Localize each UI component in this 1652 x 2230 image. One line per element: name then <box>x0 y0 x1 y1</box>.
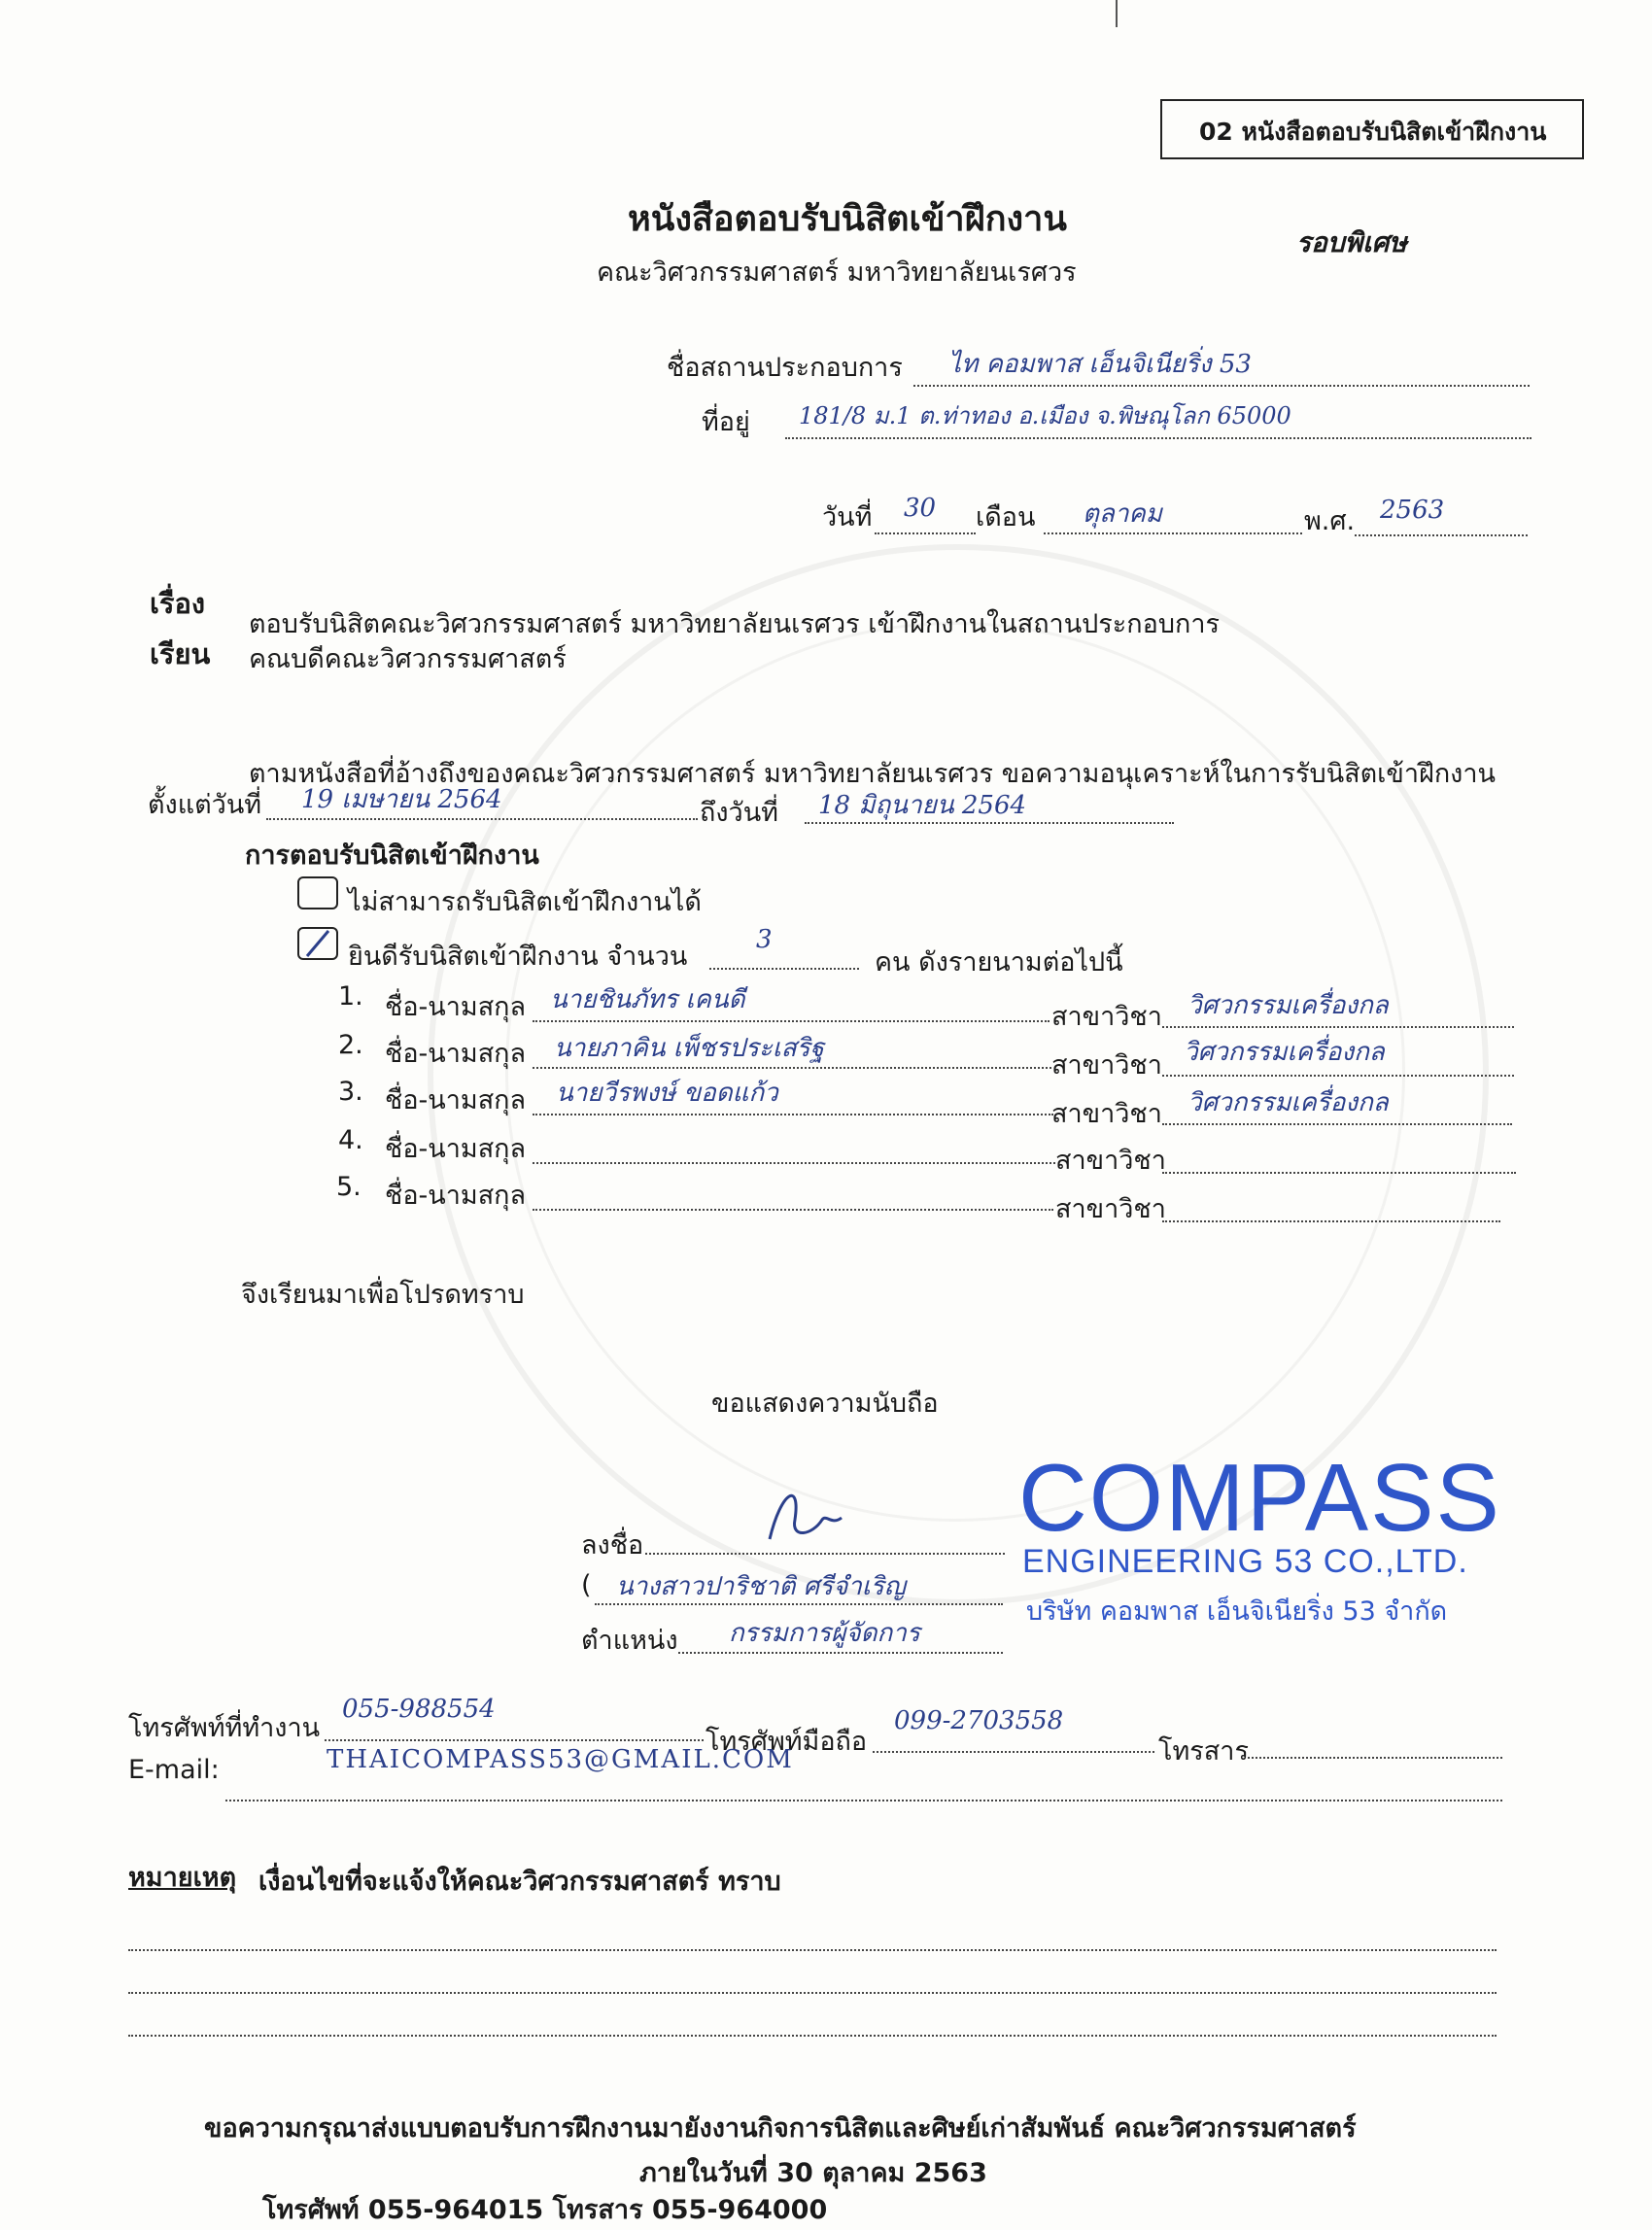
student-major-label: สาขาวิชา <box>1055 1146 1166 1176</box>
scan-edge-line <box>1116 0 1118 27</box>
remark-line-1 <box>128 1949 1497 1951</box>
company-stamp-english: ENGINEERING 53 CO.,LTD. <box>1022 1543 1468 1580</box>
body-line-1: ตามหนังสือที่อ้างถึงของคณะวิศวกรรมศาสตร์ มหาวิทยาลัยนเรศวร ขอความอนุเคราะห์ในการรับนิสิตเข้าฝึกงาน <box>249 759 1496 789</box>
student-number: 5. <box>336 1172 361 1202</box>
student-name-line <box>533 1114 1053 1115</box>
period-to-label: ถึงวันที่ <box>700 798 778 828</box>
mobile-phone-label: โทรศัพท์มือถือ <box>706 1727 868 1757</box>
student-name-label: ชื่อ-นามสกุล <box>385 1181 527 1211</box>
period-from-value: 19 เมษายน 2564 <box>301 785 502 814</box>
student-major-value: วิศวกรรมเครื่องกล <box>1187 991 1389 1020</box>
footer-line-1: ขอความกรุณาส่งแบบตอบรับการฝึกงานมายังงานกิจการนิสิตและศิษย์เก่าสัมพันธ์ คณะวิศวกรรมศาสตร์ <box>204 2113 1357 2144</box>
office-phone-line <box>325 1739 704 1741</box>
accept-count-line <box>709 968 859 970</box>
page-title: หนังสือตอบรับนิสิตเข้าฝึกงาน <box>628 199 1067 239</box>
remark-line-3 <box>128 2035 1497 2037</box>
student-name-label: ชื่อ-นามสกุล <box>385 1085 527 1115</box>
page-subtitle: คณะวิศวกรรมศาสตร์ มหาวิทยาลัยนเรศวร <box>597 257 1077 288</box>
email-line <box>225 1800 1502 1801</box>
signature-mark <box>762 1481 849 1549</box>
office-phone-label: โทรศัพท์ที่ทำงาน <box>128 1713 321 1743</box>
address-label: ที่อยู่ <box>702 407 750 437</box>
accept-count-unit: คน ดังรายนามต่อไปนี้ <box>875 947 1123 978</box>
address-line <box>785 437 1532 439</box>
position-label: ตำแหน่ง <box>581 1626 678 1656</box>
form-code: 02 หนังสือตอบรับนิสิตเข้าฝึกงาน <box>1199 118 1547 146</box>
student-major-line <box>1162 1075 1514 1077</box>
address-value: 181/8 ม.1 ต.ท่าทอง อ.เมือง จ.พิษณุโลก 65000 <box>799 402 1291 429</box>
period-from-label: ตั้งแต่วันที่ <box>148 790 262 820</box>
round-note: รอบพิเศษ <box>1296 226 1407 258</box>
student-name-label: ชื่อ-นามสกุล <box>385 1134 527 1164</box>
to-text: คณบดีคณะวิศวกรรมศาสตร์ <box>249 644 567 674</box>
student-name-value: นายภาคิน เพ็ชรประเสริฐ <box>554 1034 824 1063</box>
date-month-label: เดือน <box>976 502 1036 532</box>
to-label: เรียน <box>150 637 211 670</box>
date-month-value: ตุลาคม <box>1083 499 1162 529</box>
closing-text: จึงเรียนมาเพื่อโปรดทราบ <box>241 1280 525 1310</box>
accept-option-label: ยินดีรับนิสิตเข้าฝึกงาน จำนวน <box>348 942 688 972</box>
company-stamp-thai: บริษัท คอมพาส เอ็นจิเนียริ่ง 53 จำกัด <box>1026 1596 1448 1627</box>
student-name-label: ชื่อ-นามสกุล <box>385 1039 527 1069</box>
date-year-line <box>1355 534 1528 536</box>
student-name-value: นายชินภัทร เคนดี <box>550 985 745 1014</box>
student-major-label: สาขาวิชา <box>1055 1194 1166 1224</box>
footer-line-3: โทรศัพท์ 055-964015 โทรสาร 055-964000 <box>262 2195 828 2225</box>
mobile-phone-value: 099-2703558 <box>894 1706 1064 1735</box>
student-name-line <box>533 1209 1053 1211</box>
mobile-phone-line <box>873 1751 1154 1753</box>
student-major-value: วิศวกรรมเครื่องกล <box>1187 1088 1389 1117</box>
student-name-label: ชื่อ-นามสกุล <box>385 992 527 1022</box>
student-number: 4. <box>338 1125 363 1155</box>
student-major-line <box>1162 1172 1516 1174</box>
accept-check-mark-icon <box>299 929 336 958</box>
footer-line-2: ภายในวันที่ 30 ตุลาคม 2563 <box>639 2158 987 2188</box>
student-name-line <box>533 1020 1050 1022</box>
company-name-label: ชื่อสถานประกอบการ <box>667 353 903 383</box>
student-major-line <box>1162 1123 1512 1125</box>
student-major-label: สาขาวิชา <box>1051 1099 1162 1129</box>
student-number: 2. <box>338 1030 363 1060</box>
student-name-value: นายวีรพงษ์ ขอดแก้ว <box>556 1079 778 1108</box>
remark-text: เงื่อนไขที่จะแจ้งให้คณะวิศวกรรมศาสตร์ ทราบ <box>258 1867 781 1897</box>
signature-name-value: นางสาวปาริชาติ ศรีจำเริญ <box>616 1572 906 1601</box>
student-major-value: วิศวกรรมเครื่องกล <box>1184 1038 1385 1067</box>
student-major-line <box>1162 1220 1500 1222</box>
company-name-value: ไท คอมพาส เอ็นจิเนียริ่ง 53 <box>948 350 1252 379</box>
date-day-label: วันที่ <box>822 502 873 532</box>
sign-line <box>645 1553 1005 1555</box>
fax-line <box>1248 1757 1502 1759</box>
reject-option-label: ไม่สามารถรับนิสิตเข้าฝึกงานได้ <box>348 887 702 917</box>
date-year-label: พ.ศ. <box>1304 506 1356 536</box>
period-to-value: 18 มิถุนายน 2564 <box>818 791 1027 820</box>
signature-open-paren: ( <box>581 1570 592 1600</box>
email-label: E-mail: <box>128 1755 220 1785</box>
accept-count-value: 3 <box>756 925 773 954</box>
position-value: กรรมการผู้จัดการ <box>729 1619 920 1648</box>
student-number: 1. <box>338 981 363 1012</box>
office-phone-value: 055-988554 <box>342 1695 496 1724</box>
accept-checkbox[interactable] <box>297 927 338 960</box>
company-stamp-brand: COMPASS <box>1018 1444 1501 1551</box>
student-name-line <box>533 1162 1055 1164</box>
acceptance-heading: การตอบรับนิสิตเข้าฝึกงาน <box>245 841 539 871</box>
remark-label: หมายเหตุ <box>128 1863 237 1893</box>
regards-text: ขอแสดงความนับถือ <box>711 1389 939 1419</box>
subject-text: ตอบรับนิสิตคณะวิศวกรรมศาสตร์ มหาวิทยาลัยนเรศวร เข้าฝึกงานในสถานประกอบการ <box>249 609 1221 639</box>
remark-line-2 <box>128 1992 1497 1994</box>
subject-label: เรื่อง <box>150 587 206 620</box>
date-day-value: 30 <box>904 494 937 523</box>
student-major-label: สาขาวิชา <box>1051 1050 1162 1081</box>
student-number: 3. <box>338 1077 363 1107</box>
date-year-value: 2563 <box>1380 496 1445 525</box>
reject-checkbox[interactable] <box>297 876 338 909</box>
student-major-line <box>1162 1026 1514 1028</box>
company-name-line <box>913 385 1530 387</box>
student-major-label: สาขาวิชา <box>1051 1002 1162 1032</box>
email-value: THAICOMPASS53@GMAIL.COM <box>327 1745 794 1774</box>
fax-label: โทรสาร <box>1158 1736 1249 1767</box>
date-day-line <box>875 532 976 534</box>
sign-label: ลงชื่อ <box>581 1530 644 1561</box>
